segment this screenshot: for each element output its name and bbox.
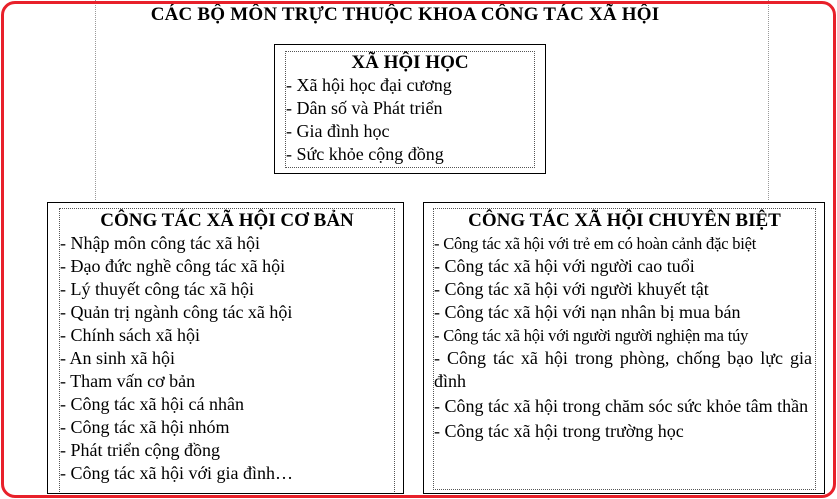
list-item: - Công tác xã hội với nạn nhân bị mua bán [434, 302, 741, 322]
list-item: - Công tác xã hội với người khuyết tật [434, 279, 709, 299]
list-item: - Gia đình học [286, 121, 390, 141]
list-item: - Phát triển cộng đồng [60, 440, 220, 460]
margin-guide-left [95, 0, 96, 200]
page-title: CÁC BỘ MÔN TRỰC THUỘC KHOA CÔNG TÁC XÃ HỘI [150, 4, 660, 25]
box-cong-tac-xa-hoi-co-ban [47, 202, 404, 494]
box-title-xa-hoi-hoc: XÃ HỘI HỌC [351, 52, 469, 73]
list-item: - Tham vấn cơ bản [60, 371, 196, 391]
list-item: - Xã hội học đại cương [286, 75, 452, 95]
box-title-chuyen-biet: CÔNG TÁC XÃ HỘI CHUYÊN BIỆT [468, 210, 781, 231]
list-item: - An sinh xã hội [60, 348, 175, 368]
list-item: - Công tác xã hội với người cao tuổi [434, 256, 695, 276]
list-item: - Công tác xã hội với gia đình… [60, 463, 293, 483]
list-item: - Công tác xã hội trong phòng, chống bạo lực gia đình [434, 348, 812, 391]
list-item: - Công tác xã hội trong chăm sóc sức khỏe tâm thần [434, 396, 809, 416]
list-item: - Công tác xã hội với trẻ em có hoàn cảnh đặc biệt [434, 234, 757, 253]
list-item: - Sức khỏe cộng đồng [286, 144, 444, 164]
list-item: - Công tác xã hội nhóm [60, 417, 230, 437]
margin-guide-right [768, 0, 769, 200]
list-item: - Công tác xã hội trong trường học [434, 421, 684, 441]
list-item: - Nhập môn công tác xã hội [60, 233, 260, 253]
list-item: - Công tác xã hội cá nhân [60, 394, 244, 414]
box-xa-hoi-hoc [274, 44, 546, 174]
list-item: - Dân số và Phát triển [286, 98, 443, 118]
box-cong-tac-xa-hoi-chuyen-biet [423, 202, 825, 494]
list-item: - Công tác xã hội với người người nghiện ma túy [434, 326, 749, 345]
list-item: - Quản trị ngành công tác xã hội [60, 302, 293, 322]
box-title-co-ban: CÔNG TÁC XÃ HỘI CƠ BẢN [100, 210, 354, 231]
list-item: - Lý thuyết công tác xã hội [60, 279, 254, 299]
list-item: - Đạo đức nghề công tác xã hội [60, 256, 286, 276]
list-item: - Chính sách xã hội [60, 325, 200, 345]
